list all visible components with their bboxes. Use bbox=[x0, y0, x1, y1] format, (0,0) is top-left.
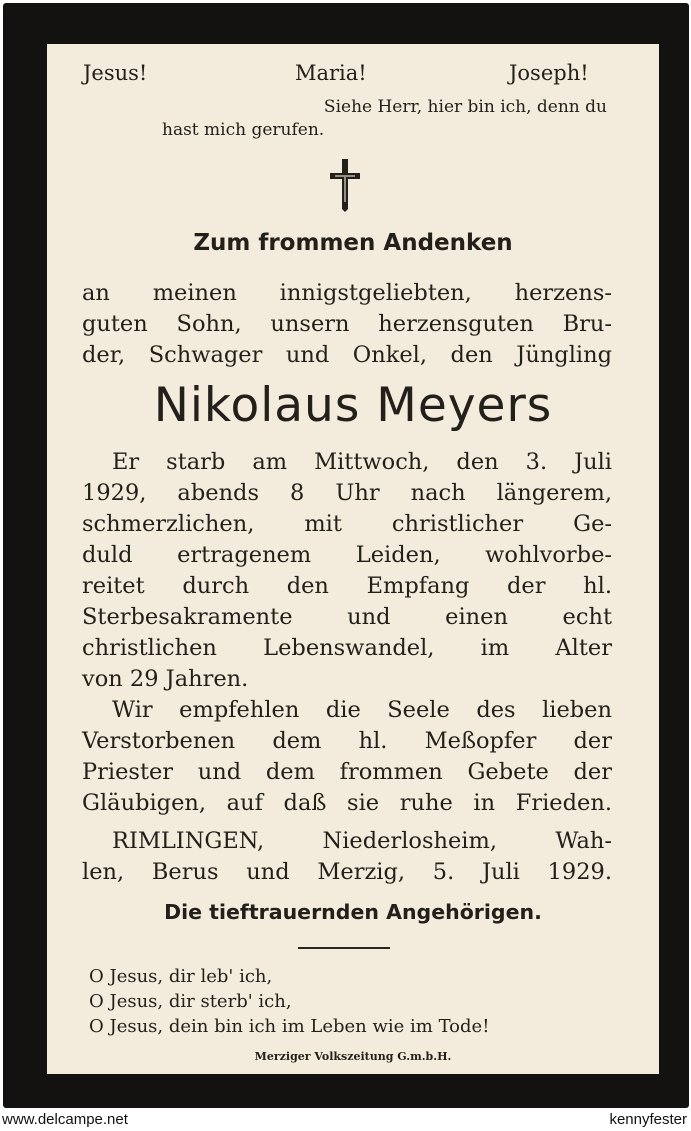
recommend-line: Gläubigen, auf daß sie ruhe in Frieden. bbox=[82, 790, 612, 816]
divider bbox=[298, 947, 390, 949]
place-line: RIMLINGEN, Niederlosheim, Wah- bbox=[112, 828, 612, 854]
mourners-signature: Die tieftrauernden Angehörigen. bbox=[164, 900, 542, 924]
recommend-line: Priester und dem frommen Gebete der bbox=[82, 759, 612, 785]
death-line: von 29 Jahren. bbox=[82, 666, 249, 692]
death-line: reitet durch den Empfang der hl. bbox=[82, 573, 612, 599]
header-jesus: Jesus! bbox=[83, 61, 148, 85]
intro-line: guten Sohn, unsern herzensguten Bru- bbox=[82, 311, 612, 337]
prayer-line: O Jesus, dir sterb' ich, bbox=[89, 991, 292, 1012]
death-line: 1929, abends 8 Uhr nach längerem, bbox=[82, 480, 612, 506]
death-line: schmerzlichen, mit christlicher Ge- bbox=[82, 511, 612, 537]
cross-icon bbox=[327, 157, 363, 217]
header-maria: Maria! bbox=[295, 61, 367, 85]
recommend-line: Verstorbenen dem hl. Meßopfer der bbox=[82, 728, 612, 754]
closing-prayer bbox=[89, 964, 489, 1039]
top-verse-line: Siehe Herr, hier bin ich, denn du bbox=[323, 97, 607, 117]
watermark-left: www.delcampe.net bbox=[2, 1111, 128, 1128]
place-line: len, Berus und Merzig, 5. Juli 1929. bbox=[82, 859, 612, 885]
header-joseph: Joseph! bbox=[509, 61, 589, 85]
top-verse bbox=[162, 96, 607, 142]
deceased-name: Nikolaus Meyers bbox=[153, 378, 553, 433]
prayer-line: O Jesus, dir leb' ich, bbox=[89, 966, 273, 987]
watermark-right: kennyfester bbox=[609, 1111, 687, 1128]
prayer-line: O Jesus, dein bin ich im Leben wie im Tode! bbox=[89, 1016, 490, 1037]
mourning-card-border bbox=[3, 3, 689, 1108]
heading: Zum frommen Andenken bbox=[193, 230, 513, 256]
death-line: Sterbesakramente und einen echt bbox=[82, 604, 612, 630]
death-line: Er starb am Mittwoch, den 3. Juli bbox=[112, 449, 612, 475]
printer-imprint: Merziger Volkszeitung G.m.b.H. bbox=[254, 1050, 452, 1063]
intro-line: der, Schwager und Onkel, den Jüngling bbox=[82, 342, 612, 368]
death-line: duld ertragenem Leiden, wohlvorbe- bbox=[82, 542, 612, 568]
card-paper bbox=[47, 44, 659, 1074]
top-verse-line: hast mich gerufen. bbox=[162, 120, 325, 140]
intro-line: an meinen innigstgeliebten, herzens- bbox=[82, 280, 612, 306]
recommend-line: Wir empfehlen die Seele des lieben bbox=[112, 697, 612, 723]
death-line: christlichen Lebenswandel, im Alter bbox=[82, 635, 612, 661]
